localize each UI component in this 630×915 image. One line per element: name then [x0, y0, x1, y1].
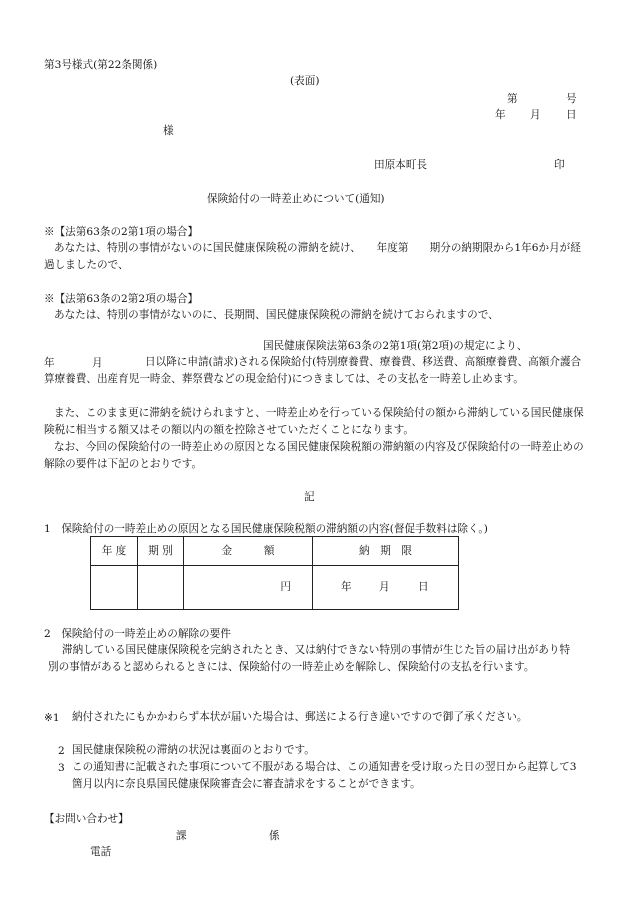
number-go: 号	[566, 93, 577, 105]
section2-text: 滞納している国民健康保険税を完納されたとき、又は納付できない特別の事情が生じた旨の届け出があり特別の事情があると認められるときには、保険給付の一時差止めを解除し、保険給付の支払を行います。	[48, 644, 571, 674]
contact-kakari: 係	[269, 830, 280, 842]
cell-period	[138, 566, 184, 610]
section1-heading: 1 保険給付の一時差止めの原因となる国民健康保険税額の滞納額の内容(督促手数料は除く。)	[44, 523, 488, 535]
cell-deadline	[313, 566, 459, 610]
cell-amount	[184, 566, 313, 610]
cell-fiscal-year	[91, 566, 138, 610]
case2-heading: ※【法第63条の2第2項の場合】	[44, 293, 199, 305]
sender-name: 田原本町長	[374, 159, 427, 171]
yen-unit: 円	[280, 581, 291, 594]
ki-heading: 記	[304, 491, 315, 503]
header-deadline: 納 期 限	[313, 537, 459, 566]
addressee-suffix: 様	[163, 125, 174, 137]
deadline-year: 年	[341, 581, 352, 593]
header-amount: 金 額	[184, 537, 313, 566]
number-dai: 第	[507, 93, 518, 105]
header-fiscal-year: 年 度	[91, 537, 138, 566]
note-3-text: この通知書に記載された事項について不服がある場合は、この通知書を受け取った日の翌日から起算して3箇月以内に奈良県国民健康保険審査会に審査請求をすることができます。	[72, 761, 577, 791]
table-header-row	[91, 537, 459, 566]
date-year: 年	[495, 109, 506, 121]
date-month: 月	[530, 109, 541, 121]
section2-heading: 2 保険給付の一時差止めの解除の要件	[44, 628, 231, 640]
header-period: 期 別	[138, 537, 184, 566]
note-2-number: 2	[58, 745, 65, 757]
law-reference: 国民健康保険法第63条の2第1項(第2項)の規定により、	[263, 340, 528, 352]
table-row	[91, 566, 459, 610]
note-1-text: 納付されたにもかかわらず本状が届いた場合は、郵送による行き違いですので御了承ください。	[72, 711, 528, 723]
suspension-date-month: 月	[92, 357, 103, 369]
date-day: 日	[566, 109, 577, 121]
note-3-number: 3	[58, 762, 65, 774]
suspension-paragraph: 日以降に申請(請求)される保険給付(特別療養費、療養費、移送費、高額療養費、高額介護合算療養費、出産育児一時金、葬祭費などの現金給付)につきましては、その支払を一時差し止めます。	[44, 356, 582, 386]
case1-heading: ※【法第63条の2第1項の場合】	[44, 226, 199, 238]
side-label: (表面)	[290, 75, 320, 87]
case1-text: あなたは、特別の事情がないのに国民健康保険税の滞納を続け、 年度第 期分の納期限から1年6か月が経過しましたので、	[44, 242, 581, 272]
document-title: 保険給付の一時差止めについて(通知)	[207, 193, 385, 205]
deadline-day: 日	[418, 581, 429, 593]
suspension-date-year: 年	[44, 357, 55, 369]
form-number: 第3号様式(第22条関係)	[44, 59, 158, 71]
note-1-number: ※1	[44, 712, 60, 724]
contact-tel: 電話	[90, 846, 112, 858]
deduction-paragraph: また、このまま更に滞納を続けられますと、一時差止めを行っている保険給付の額から滞納している国民健康保険税に相当する額又はその額以内の額を控除させていただくことになります。	[44, 407, 584, 437]
delinquency-table	[90, 536, 459, 610]
reason-paragraph: なお、今回の保険給付の一時差止めの原因となる国民健康保険税額の滞納額の内容及び保険給付の一時差止めの解除の要件は下記のとおりです。	[44, 441, 584, 471]
note-2-text: 国民健康保険税の滞納の状況は裏面のとおりです。	[72, 744, 315, 756]
contact-ka: 課	[176, 830, 187, 842]
contact-heading: 【お問い合わせ】	[44, 813, 129, 825]
seal-mark: 印	[554, 159, 565, 171]
case2-text: あなたは、特別の事情がないのに、長期間、国民健康保険税の滞納を続けておられますので、	[54, 309, 499, 321]
deadline-month: 月	[379, 581, 390, 593]
